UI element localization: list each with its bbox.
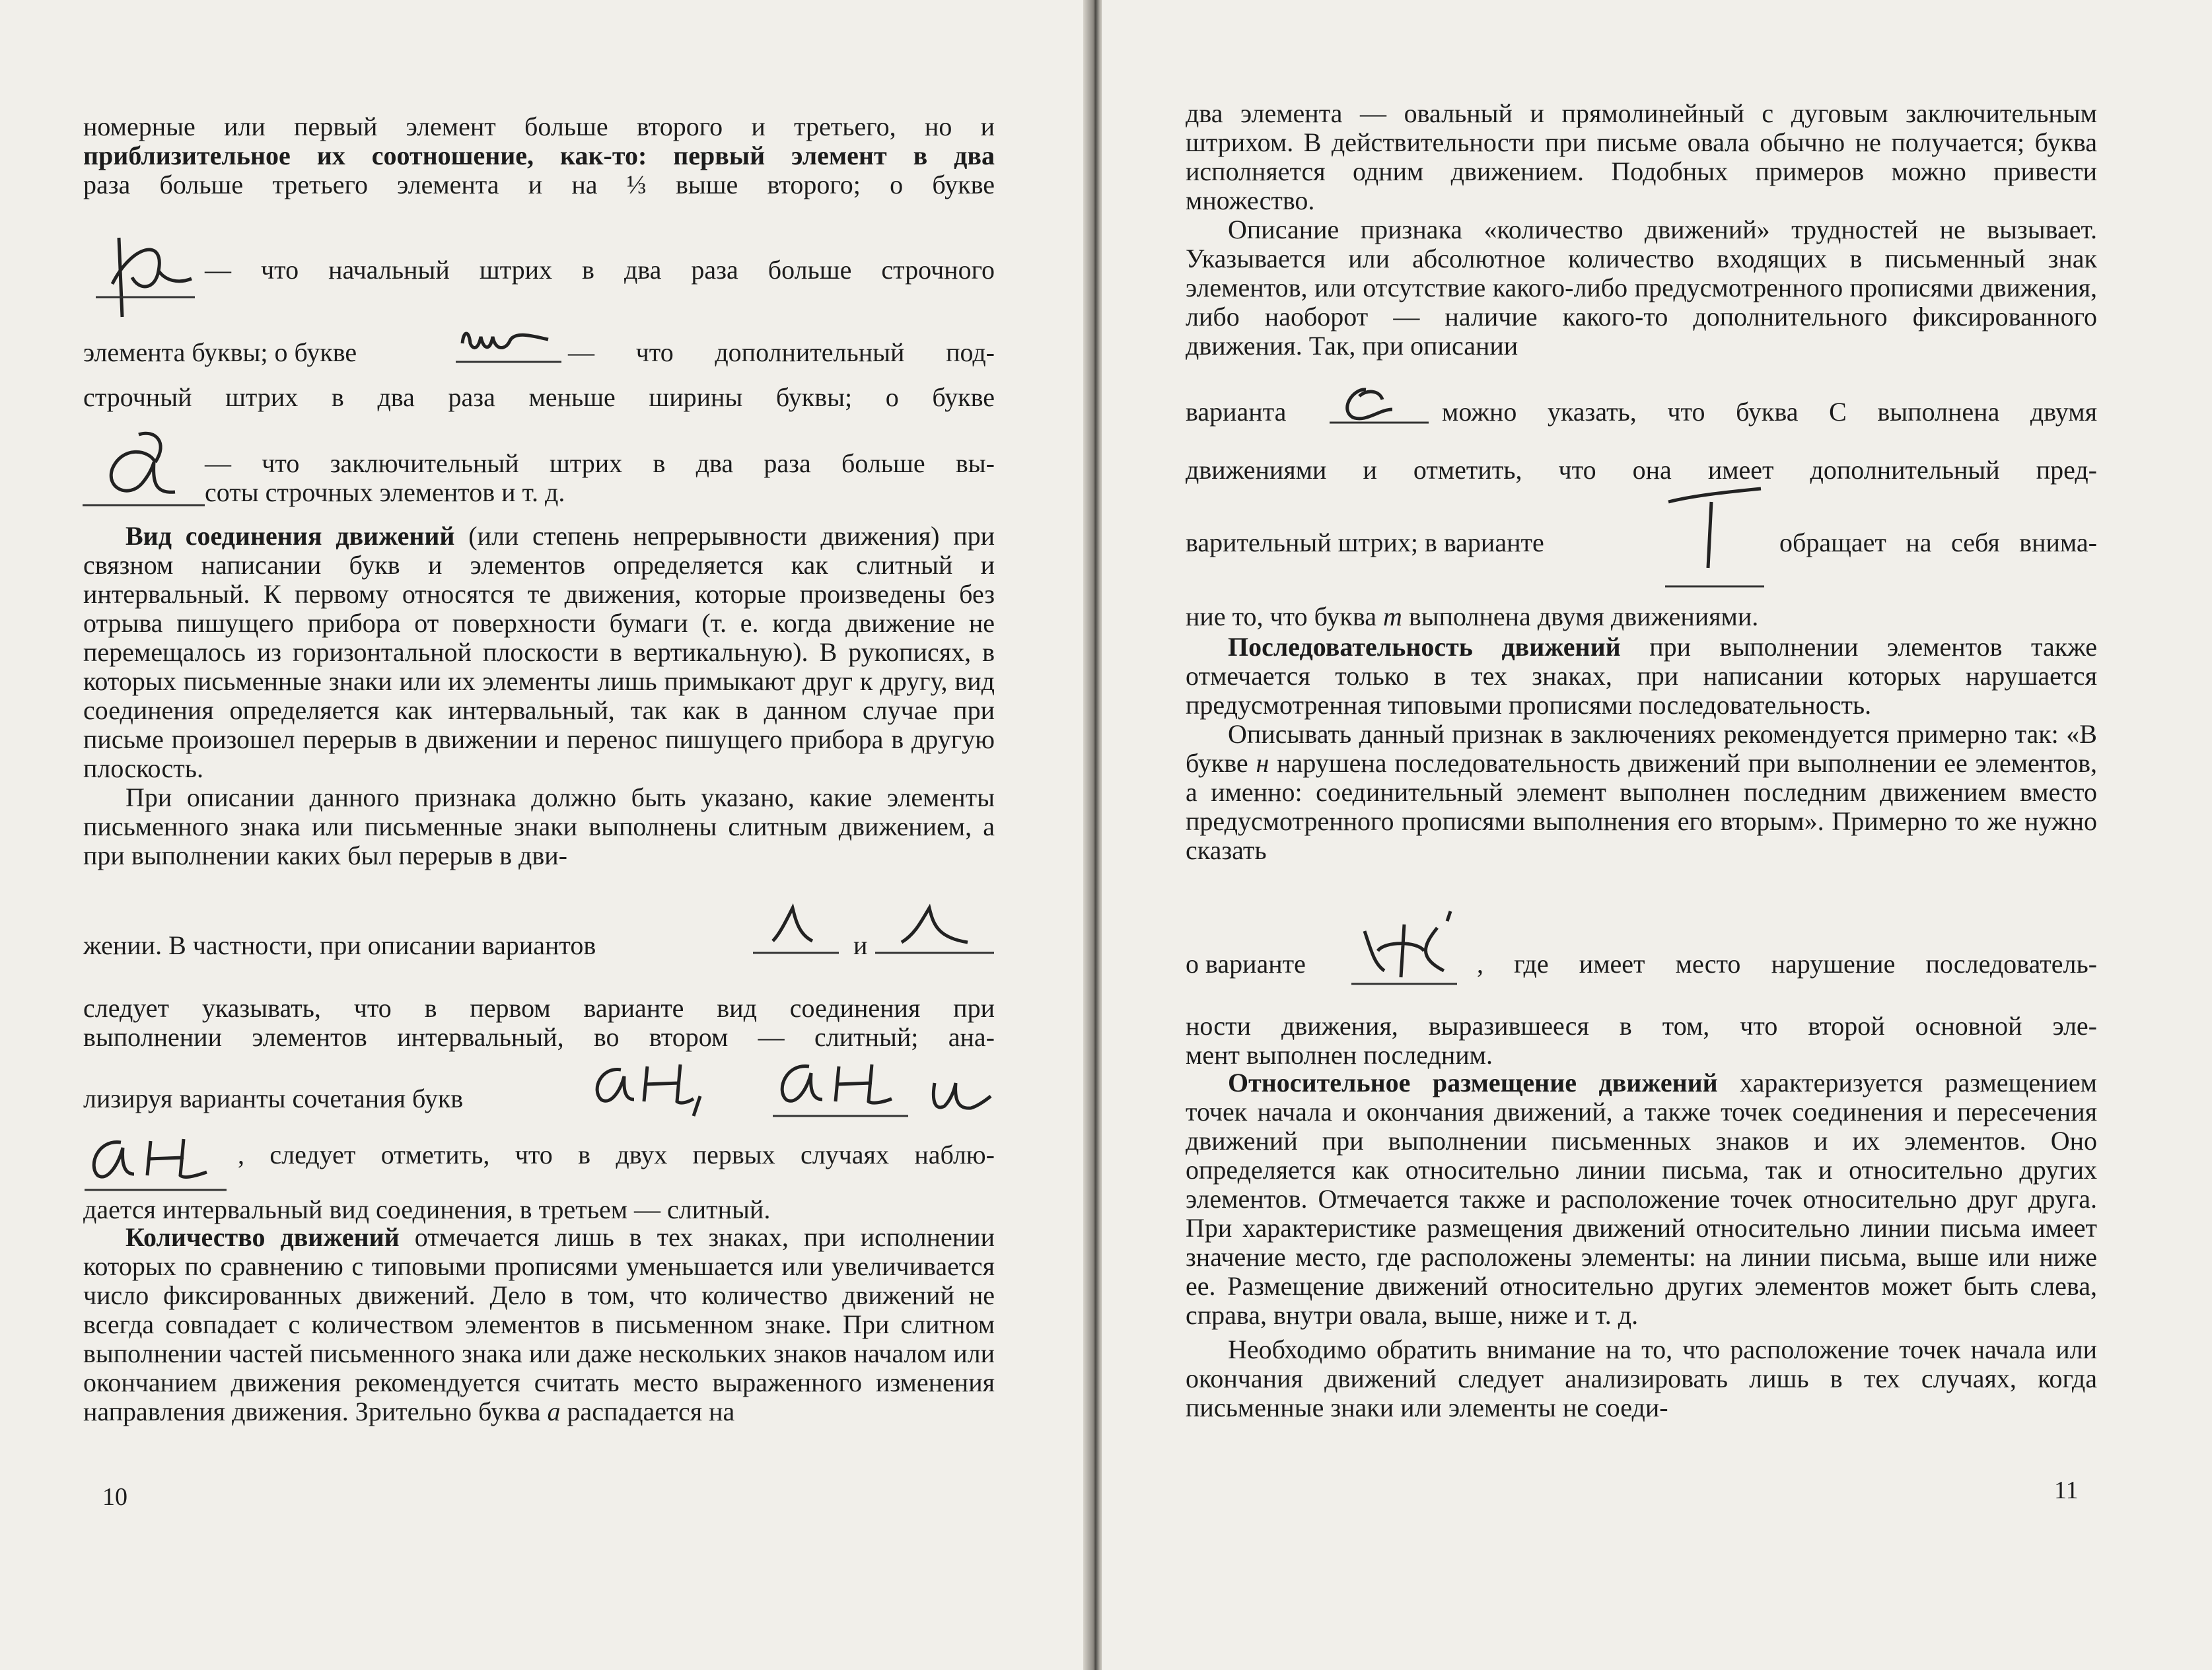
- italic-letter: а: [547, 1397, 561, 1426]
- paragraph-text: Описание признака «количество движений» трудностей не вызывает. Указывается или абсолютное количество входящих в письменный знак элементов, или отсутствие какого-либо предусмотренного прописями движения, либо наоборот — наличие какого-то дополнительного фиксированного движения. Так, при описании: [1186, 215, 2097, 361]
- sh-caption: — что дополнительный под-: [568, 337, 995, 367]
- paragraph-text: характеризуется размещением точек начала и окончания движений, а также точек соединения и пересечения движений при выполнении письменных знаков и их элементов. Оно определяется как относительно линии письма, так и относительно других элементов. Отмечается также и расположение точек относительно друг друга. При характеристике размещения движений относительно линии письма имеет значение место, где расположены элементы: на линии письма, выше или ниже ее. Размещение движений относительно других элементов может быть слева, справа, внутри овала, выше, ниже и т. д.: [1186, 1068, 2097, 1330]
- term-bold: Относительное размещение движений: [1228, 1068, 1718, 1097]
- right-page: [1102, 0, 2212, 1670]
- text-line: жении. В частности, при описании вариантов: [83, 930, 596, 960]
- paragraph-text: (или степень непрерывности движения) при связном написании букв и элементов определяется как слитный и интервальный. К первому относятся те движения, которые произведены без отрыва пишущего прибора от поверхности бумаги (т. е. когда движение не перемещалось из горизонтальной плоскости в вертикальную). В рукописях, в которых письменные знаки или их элементы лишь примыкают друг к другу, вид соединения определяется как интервальный, так как в данном случае при письме произошел перерыв в движении и перенос пишущего прибора в другую плоскость.: [83, 521, 995, 783]
- italic-letter: т: [1382, 602, 1402, 631]
- an-caption: , следует отметить, что в двух первых случаях наблю-: [238, 1140, 995, 1169]
- text-line: мент выполнен последним.: [1186, 1040, 1493, 1070]
- paragraph-placement: [1186, 1068, 2097, 1422]
- handwritten-a-sample: [76, 423, 208, 515]
- text-line: ности движения, выразившееся в том, что второй основной эле-: [1186, 1011, 2097, 1041]
- italic-letter: н: [1256, 748, 1269, 778]
- handwritten-l-sample-2: [875, 895, 994, 961]
- text-line: следует указывать, что в первом варианте вид соединения при: [83, 993, 995, 1023]
- text-line: приблизительное их соотношение, как-то: первый элемент в два: [83, 141, 995, 170]
- paragraph-text: два элемента — овальный и прямолинейный с дуговым заключительным штрихом. В действительности при письме овала обычно не получается; буква исполняется одним движением. Подобных примеров можно привести множество.: [1186, 98, 2097, 215]
- page-number: 10: [102, 1483, 127, 1511]
- handwritten-r-sample: [92, 218, 198, 337]
- text-line: раза больше третьего элемента и на ⅓ выше второго; о букве: [83, 170, 995, 199]
- text-line: движениями и отметить, что она имеет дополнительный пред-: [1186, 455, 2097, 485]
- text-line: о варианте: [1186, 949, 1306, 979]
- left-page: [0, 0, 1096, 1670]
- r-caption: — что начальный штрих в два раза больше строчного: [205, 255, 995, 285]
- text-line: элемента буквы; о букве: [83, 337, 357, 367]
- text-line: [1186, 601, 1758, 632]
- paragraph-text: При описании данного признака должно быть указано, какие элементы письменного знака или письменные знаки выполнены слитным движением, а при выполнении каких был перерыв в дви-: [83, 783, 995, 870]
- handwritten-an-sample-3: [78, 1123, 230, 1195]
- paragraph-count: [83, 1223, 995, 1426]
- text-fragment: выполнена двумя движениями.: [1402, 602, 1759, 631]
- a-caption: соты строчных элементов и т. д.: [205, 477, 565, 507]
- handwritten-i-sample: [921, 1070, 994, 1123]
- text-line: варительный штрих; в варианте: [1186, 528, 1544, 557]
- paragraph-text: Необходимо обратить внимание на то, что расположение точек начала или окончания движений следует анализировать лишь в тех случаях, когда письменные знаки или элементы не соеди-: [1186, 1335, 2097, 1422]
- a-caption: — что заключительный штрих в два раза больше вы-: [205, 448, 995, 478]
- handwritten-t-sample: [1662, 482, 1767, 594]
- paragraph-text: при выполнении элементов также отмечается только в тех знаках, при написании которых нарушается предусмотренная типовыми прописями последовательность.: [1186, 632, 2097, 720]
- handwritten-sh-sample: [456, 310, 561, 370]
- paragraph-ovals: [1186, 99, 2097, 361]
- term-bold: Вид соединения движений: [125, 521, 455, 551]
- handwritten-an-sample-1: [581, 1050, 727, 1123]
- text-line: лизируя варианты сочетания букв: [83, 1084, 464, 1113]
- paragraph-sequence: [1186, 633, 2097, 865]
- page-number: 11: [2054, 1477, 2079, 1504]
- handwritten-an-sample-2: [766, 1050, 911, 1123]
- term-bold: Количество движений: [125, 1222, 400, 1252]
- paragraph-text: Описывать данный признак в заключениях рекомендуется примерно так: «В букве: [1186, 719, 2097, 778]
- paragraph-connection: [83, 522, 995, 870]
- text-line: варианта: [1186, 397, 1287, 427]
- text-line: и: [853, 930, 868, 960]
- paragraph-text: распадается на: [560, 1397, 735, 1426]
- handwritten-c-sample: [1326, 370, 1432, 429]
- paragraph-text: нарушена последовательность движений при выполнении ее элементов, а именно: соединительный элемент выполнен последним движением вместо предусмотренного прописями выполнения его вторым». Примерно то же нужно сказать: [1186, 748, 2098, 865]
- handwritten-zh-sample: [1345, 905, 1464, 991]
- paragraph-text: отмечается лишь в тех знаках, при исполнении которых по сравнению с типовыми прописями уменьшается или увеличивается число фиксированных движений. Дело в том, что количество движений не всегда совпадает с количеством элементов в письменном знаке. При слитном выполнении частей письменного знака или даже нескольких знаков началом или окончанием движения рекомендуется считать место выраженного изменения направления движения. Зрительно буква: [83, 1222, 995, 1426]
- text-fragment: ние то, что буква: [1186, 602, 1383, 631]
- text-line: дается интервальный вид соединения, в третьем — слитный.: [83, 1195, 771, 1224]
- zh-caption: , где имеет место нарушение последователь-: [1477, 949, 2097, 979]
- c-caption: можно указать, что буква С выполнена двумя: [1442, 397, 2097, 427]
- text-line: номерные или первый элемент больше второго и третьего, но и: [83, 112, 995, 141]
- term-bold: Последовательность движений: [1228, 632, 1621, 662]
- handwritten-l-sample-1: [753, 895, 839, 961]
- text-line: строчный штрих в два раза меньше ширины буквы; о букве: [83, 382, 995, 412]
- t-caption: обращает на себя внима-: [1779, 528, 2097, 557]
- text-line: выполнении элементов интервальный, во втором — слитный; ана-: [83, 1022, 995, 1052]
